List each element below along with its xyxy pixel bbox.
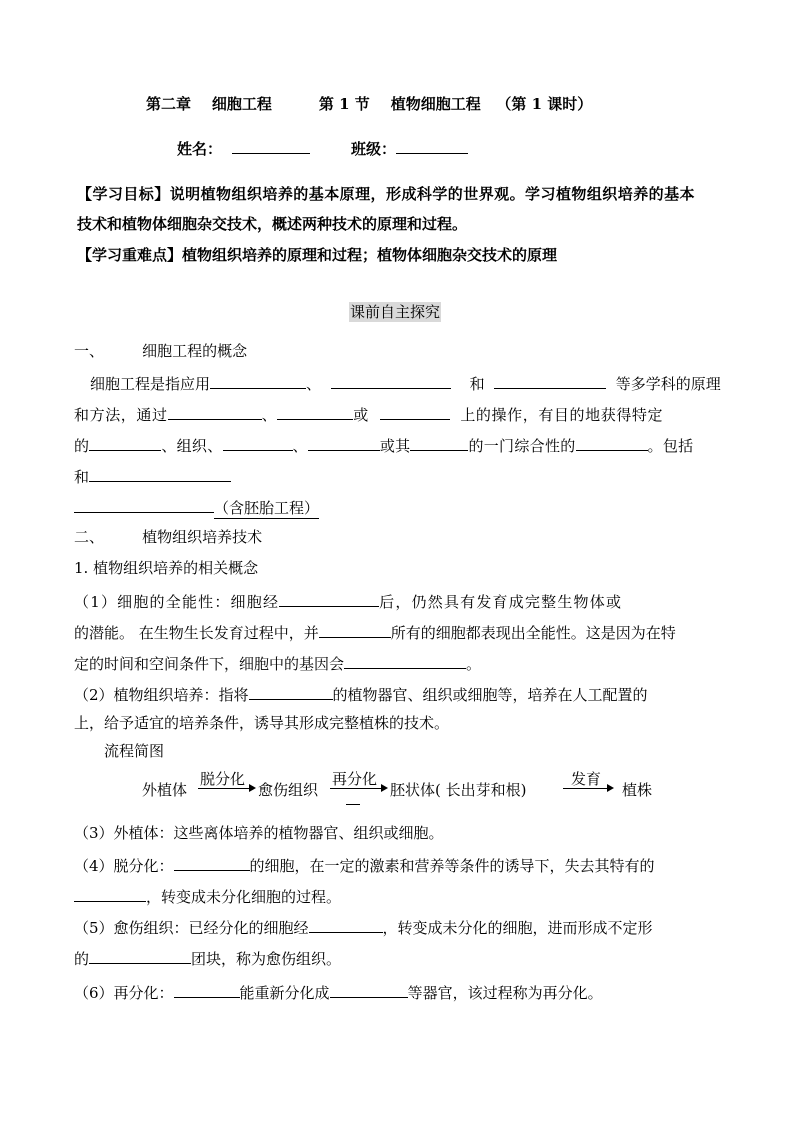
objectives-text-2: 技术和植物体细胞杂交技术，概述两种技术的原理和过程。 bbox=[77, 215, 468, 233]
blank-4[interactable] bbox=[168, 403, 262, 420]
section-name: 植物细胞工程 bbox=[390, 95, 481, 113]
objectives-text-1: 说明植物组织培养的基本原理，形成科学的世界观。学习植物组织培养的基本 bbox=[169, 185, 696, 203]
lesson-number: （第 1 课时） bbox=[496, 95, 593, 113]
part2-heading bbox=[74, 527, 262, 547]
text-segment: ，转变成未分化细胞的过程。 bbox=[146, 888, 342, 906]
flow-node-embryoid: 胚状体( 长出芽和根) bbox=[390, 781, 527, 799]
blank-10[interactable] bbox=[410, 434, 468, 451]
concept-4-line-1 bbox=[74, 854, 655, 876]
flow-node-callus: 愈伤组织 bbox=[258, 781, 319, 799]
blank-7[interactable] bbox=[89, 434, 161, 451]
text-segment: 的 bbox=[74, 950, 90, 968]
text-segment: 和 bbox=[469, 375, 485, 393]
blank-14[interactable] bbox=[279, 590, 379, 607]
blank-5[interactable] bbox=[277, 403, 353, 420]
class-blank[interactable] bbox=[396, 137, 468, 154]
flow-arrow-3 bbox=[563, 788, 608, 789]
text-segment: 的一门综合性的 bbox=[468, 437, 576, 455]
blank-21[interactable] bbox=[89, 947, 191, 964]
text-segment: 能重新分化成 bbox=[239, 984, 330, 1002]
concept-1-line-2 bbox=[74, 621, 676, 643]
part1-heading bbox=[74, 341, 247, 361]
flow-arrow-2-underline bbox=[346, 804, 360, 805]
text-segment: 、组织、 bbox=[161, 437, 223, 455]
blank-22[interactable] bbox=[174, 981, 240, 998]
text-segment: 的植物器官、组织或细胞等，培养在人工配置的 bbox=[332, 686, 648, 704]
part1-title: 细胞工程的概念 bbox=[142, 342, 248, 360]
part2-subheading bbox=[74, 558, 258, 578]
text-segment: 和 bbox=[74, 468, 90, 486]
text-segment: 和方法，通过 bbox=[74, 406, 168, 424]
part1-line-5 bbox=[74, 496, 319, 519]
key-points-tag: 【学习重难点】 bbox=[77, 246, 183, 264]
text-segment: 。 bbox=[466, 655, 482, 673]
blank-11[interactable] bbox=[576, 434, 648, 451]
section-title-text: 课前自主探究 bbox=[350, 303, 441, 321]
part1-line-2 bbox=[74, 403, 663, 425]
blank-23[interactable] bbox=[330, 981, 408, 998]
blank-1[interactable] bbox=[210, 372, 306, 389]
objectives-tag: 【学习目标】 bbox=[77, 185, 170, 203]
flow-arrow-1 bbox=[198, 788, 250, 789]
blank-16[interactable] bbox=[344, 652, 466, 669]
flow-label-redifferentiation: 再分化 bbox=[332, 770, 378, 788]
name-blank[interactable] bbox=[232, 137, 310, 154]
blank-20[interactable] bbox=[309, 916, 383, 933]
student-info bbox=[177, 137, 310, 159]
concept-6-line bbox=[74, 981, 603, 1003]
text-segment: 定的时间和空间条件下，细胞中的基因会 bbox=[74, 655, 345, 673]
flow-node-plant: 植株 bbox=[622, 781, 653, 799]
class-label: 班级： bbox=[351, 140, 397, 158]
concept-5-line-2 bbox=[74, 947, 341, 969]
blank-13[interactable] bbox=[74, 496, 214, 513]
class-info bbox=[351, 137, 468, 159]
text-segment: 或其 bbox=[379, 437, 411, 455]
concept-1-line-1 bbox=[74, 590, 622, 612]
chapter-name: 细胞工程 bbox=[211, 95, 272, 113]
section-title bbox=[349, 302, 441, 322]
text-segment: （2）植物组织培养：指将 bbox=[74, 686, 249, 704]
concept-4-line-2 bbox=[74, 885, 341, 907]
text-segment: （5）愈伤组织：已经分化的细胞经 bbox=[74, 919, 309, 937]
text-segment: ，转变成未分化的细胞，进而形成不定形 bbox=[382, 919, 653, 937]
text-segment: 。包括 bbox=[647, 437, 694, 455]
text-segment: （4）脱分化： bbox=[74, 857, 174, 875]
embryo-engineering-note: （含胚胎工程） bbox=[214, 499, 320, 517]
flow-node-explant: 外植体 bbox=[142, 781, 188, 799]
blank-8[interactable] bbox=[223, 434, 293, 451]
flow-arrow-2 bbox=[330, 788, 382, 789]
text-segment: （3）外植体：这些离体培养的植物器官、组织或细胞。 bbox=[74, 824, 444, 842]
text-segment: 等器官，该过程称为再分化。 bbox=[407, 984, 603, 1002]
text-segment: （1）细胞的全能性：细胞经 bbox=[74, 593, 280, 611]
blank-9[interactable] bbox=[308, 434, 380, 451]
key-points-line bbox=[77, 245, 557, 265]
text-segment: 或 bbox=[353, 406, 369, 424]
part2-title: 植物组织培养技术 bbox=[142, 528, 263, 546]
text-segment: （6）再分化： bbox=[74, 984, 174, 1002]
concept-2-line-1 bbox=[74, 683, 648, 705]
flow-label-development: 发育 bbox=[571, 770, 602, 788]
part1-line-1 bbox=[90, 372, 721, 394]
text-segment: 的细胞，在一定的激素和营养等条件的诱导下，失去其特有的 bbox=[249, 857, 655, 875]
blank-18[interactable] bbox=[174, 854, 250, 871]
flow-arrowhead-2 bbox=[381, 784, 388, 792]
text-segment: 的 bbox=[74, 437, 90, 455]
concept-3-line bbox=[74, 823, 444, 843]
blank-3[interactable] bbox=[494, 372, 606, 389]
blank-6[interactable] bbox=[380, 403, 450, 420]
key-points-text: 植物组织培养的原理和过程；植物体细胞杂交技术的原理 bbox=[182, 246, 558, 264]
flow-title-text: 流程简图 bbox=[104, 742, 165, 760]
part1-line-4 bbox=[74, 465, 231, 487]
text-segment: 等多学科的原理 bbox=[615, 375, 721, 393]
blank-19[interactable] bbox=[74, 885, 146, 902]
chapter-number: 第二章 bbox=[146, 95, 192, 113]
text-segment: 的潜能。 在生物生长发育过程中，并 bbox=[74, 624, 319, 642]
text-segment: 团块，称为愈伤组织。 bbox=[191, 950, 342, 968]
blank-17[interactable] bbox=[249, 683, 333, 700]
blank-15[interactable] bbox=[319, 621, 391, 638]
text-segment: 、 bbox=[261, 406, 278, 424]
flow-label-dedifferentiation: 脱分化 bbox=[200, 770, 246, 788]
text-segment: 后，仍然具有发育成完整生物体或 bbox=[379, 593, 623, 611]
text-segment: 所有的细胞都表现出全能性。这是因为在特 bbox=[390, 624, 676, 642]
blank-12[interactable] bbox=[89, 465, 231, 482]
objectives-line-1 bbox=[77, 184, 695, 204]
part1-line-3 bbox=[74, 434, 693, 456]
text-segment: 、 bbox=[306, 375, 322, 393]
concept-2-line-2 bbox=[74, 713, 449, 733]
blank-2[interactable] bbox=[331, 372, 451, 389]
text-segment: 细胞工程是指应用 bbox=[90, 375, 211, 393]
flow-arrowhead-3 bbox=[607, 784, 614, 792]
concept-1-line-3 bbox=[74, 652, 481, 674]
objectives-line-2 bbox=[77, 214, 467, 234]
text-segment: 上，给予适宜的培养条件，诱导其形成完整植株的技术。 bbox=[74, 714, 450, 732]
text-segment: 上的操作，有目的地获得特定 bbox=[460, 406, 664, 424]
text-segment: 、 bbox=[292, 437, 308, 455]
flow-title bbox=[104, 741, 164, 761]
flow-arrowhead-1 bbox=[249, 784, 256, 792]
section-number: 第 1 节 bbox=[318, 95, 370, 113]
page-title bbox=[146, 94, 592, 114]
concept-5-line-1 bbox=[74, 916, 653, 938]
subheading-text: 1. 植物组织培养的相关概念 bbox=[74, 559, 259, 577]
part1-number: 一、 bbox=[74, 342, 105, 360]
part2-number: 二、 bbox=[74, 528, 105, 546]
name-label: 姓名： bbox=[177, 140, 223, 158]
